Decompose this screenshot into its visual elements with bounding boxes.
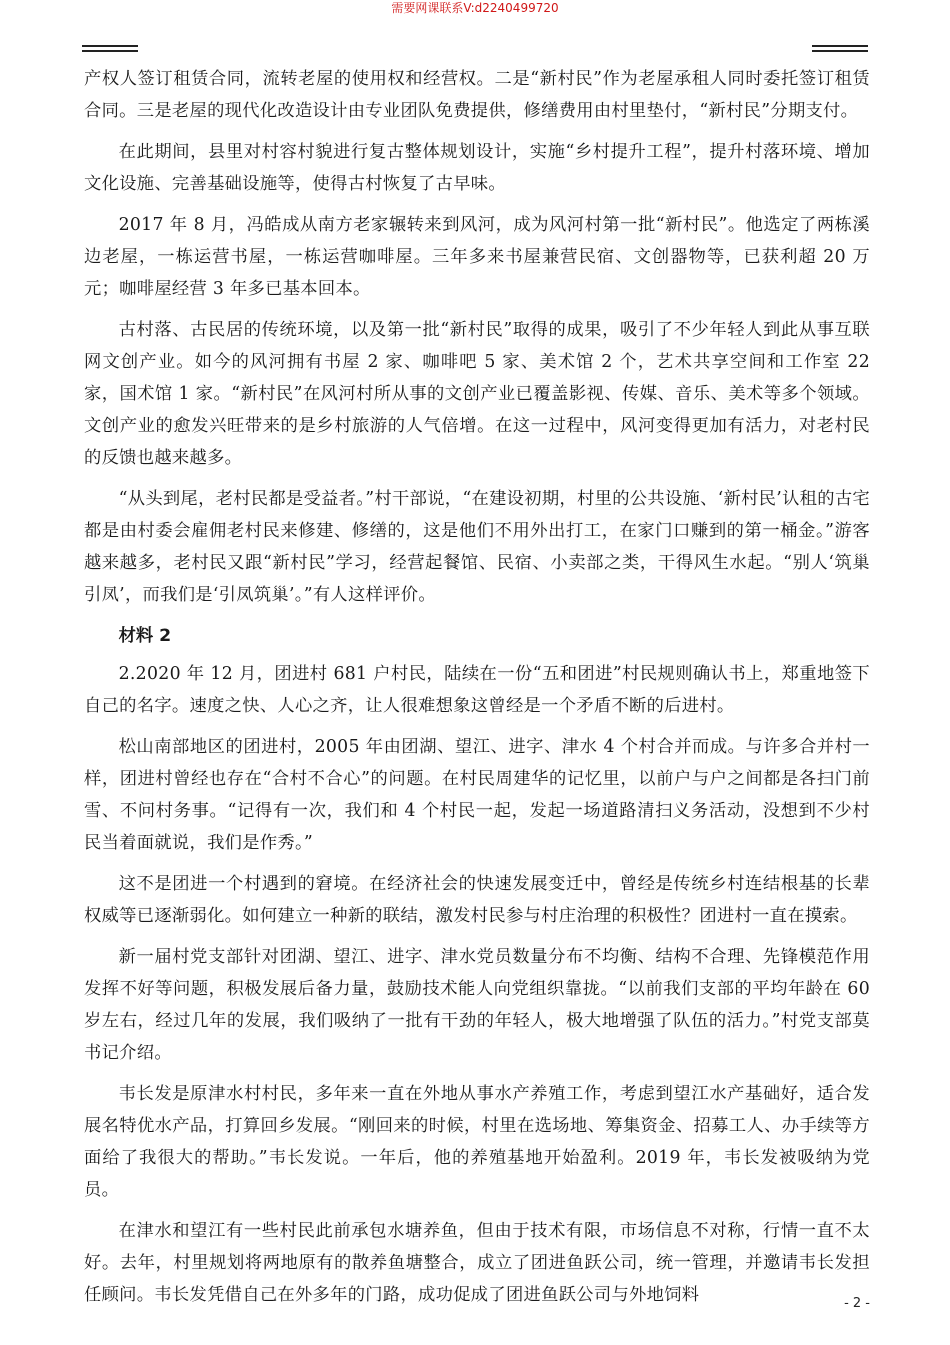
paragraph: 在此期间，县里对村容村貌进行复古整体规划设计，实施“乡村提升工程”，提升村落环境、增加文化设施、完善基础设施等，使得古村恢复了古早味。 xyxy=(84,142,870,194)
paragraph: 古村落、古民居的传统环境，以及第一批“新村民”取得的成果，吸引了不少年轻人到此从事互联网文创产业。如今的风河拥有书屋 2 家、咖啡吧 5 家、美术馆 2 个，艺术共享空间和工作室 22 家，国术馆 1 家。“新村民”在风河村所从事的文创产业已覆盖影视、传媒、音乐、美术等多个领域。文创产业的愈发兴旺带来的是乡村旅游的人气倍增。在这一过程中，风河变得更加有活力，对老村民的反馈也越来越多。 xyxy=(84,320,870,468)
section-heading: 材料 2 xyxy=(118,626,172,646)
header-rule-right xyxy=(812,45,868,52)
paragraph: 这不是团进一个村遇到的窘境。在经济社会的快速发展变迁中，曾经是传统乡村连结根基的长辈权威等已逐渐弱化。如何建立一种新的联结，激发村民参与村庄治理的积极性？团进村一直在摸索。 xyxy=(84,874,870,926)
paragraph: 在津水和望江有一些村民此前承包水塘养鱼，但由于技术有限，市场信息不对称，行情一直不太好。去年，村里规划将两地原有的散养鱼塘整合，成立了团进鱼跃公司，统一管理，并邀请韦长发担任顾问。韦长发凭借自己在外多年的门路，成功促成了团进鱼跃公司与外地饲料 xyxy=(84,1221,870,1305)
paragraph: “从头到尾，老村民都是受益者。”村干部说，“在建设初期，村里的公共设施、‘新村民’认租的古宅都是由村委会雇佣老村民来修建、修缮的，这是他们不用外出打工，在家门口赚到的第一桶金。”游客越来越多，老村民又跟“新村民”学习，经营起餐馆、民宿、小卖部之类，干得风生水起。“别人‘筑巢引凤’，而我们是‘引凤筑巢’。”有人这样评价。 xyxy=(84,489,870,605)
paragraph: 2017 年 8 月，冯皓成从南方老家辗转来到风河，成为风河村第一批“新村民”。他选定了两栋溪边老屋，一栋运营书屋，一栋运营咖啡屋。三年多来书屋兼营民宿、文创器物等，已获利超 20 万元；咖啡屋经营 3 年多已基本回本。 xyxy=(84,215,870,299)
paragraph: 2.2020 年 12 月，团进村 681 户村民，陆续在一份“五和团进”村民规则确认书上，郑重地签下自己的名字。速度之快、人心之齐，让人很难想象这曾经是一个矛盾不断的后进村。 xyxy=(84,664,870,716)
paragraph: 产权人签订租赁合同，流转老屋的使用权和经营权。二是“新村民”作为老屋承租人同时委托签订租赁合同。三是老屋的现代化改造设计由专业团队免费提供，修缮费用由村里垫付，“新村民”分期支付。 xyxy=(84,69,870,121)
page-body xyxy=(84,63,870,1320)
paragraph: 松山南部地区的团进村，2005 年由团湖、望江、进字、津水 4 个村合并而成。与许多合并村一样，团进村曾经也存在“合村不合心”的问题。在村民周建华的记忆里，以前户与户之间都是各扫门前雪、不问村务事。“记得有一次，我们和 4 个村民一起，发起一场道路清扫义务活动，没想到不少村民当着面就说，我们是作秀。” xyxy=(84,737,870,853)
page-number: - 2 - xyxy=(844,1296,870,1311)
header-rule-left xyxy=(82,45,138,52)
watermark-text: 需要网课联系V:d2240499720 xyxy=(391,1,559,15)
paragraph: 新一届村党支部针对团湖、望江、进字、津水党员数量分布不均衡、结构不合理、先锋模范作用发挥不好等问题，积极发展后备力量，鼓励技术能人向党组织靠拢。“以前我们支部的平均年龄在 60 岁左右，经过几年的发展，我们吸纳了一批有干劲的年轻人，极大地增强了队伍的活力。”村党支部莫书记介绍。 xyxy=(84,947,870,1063)
paragraph: 韦长发是原津水村村民，多年来一直在外地从事水产养殖工作，考虑到望江水产基础好，适合发展名特优水产品，打算回乡发展。“刚回来的时候，村里在选场地、筹集资金、招募工人、办手续等方面给了我很大的帮助。”韦长发说。一年后，他的养殖基地开始盈利。2019 年，韦长发被吸纳为党员。 xyxy=(84,1084,870,1200)
